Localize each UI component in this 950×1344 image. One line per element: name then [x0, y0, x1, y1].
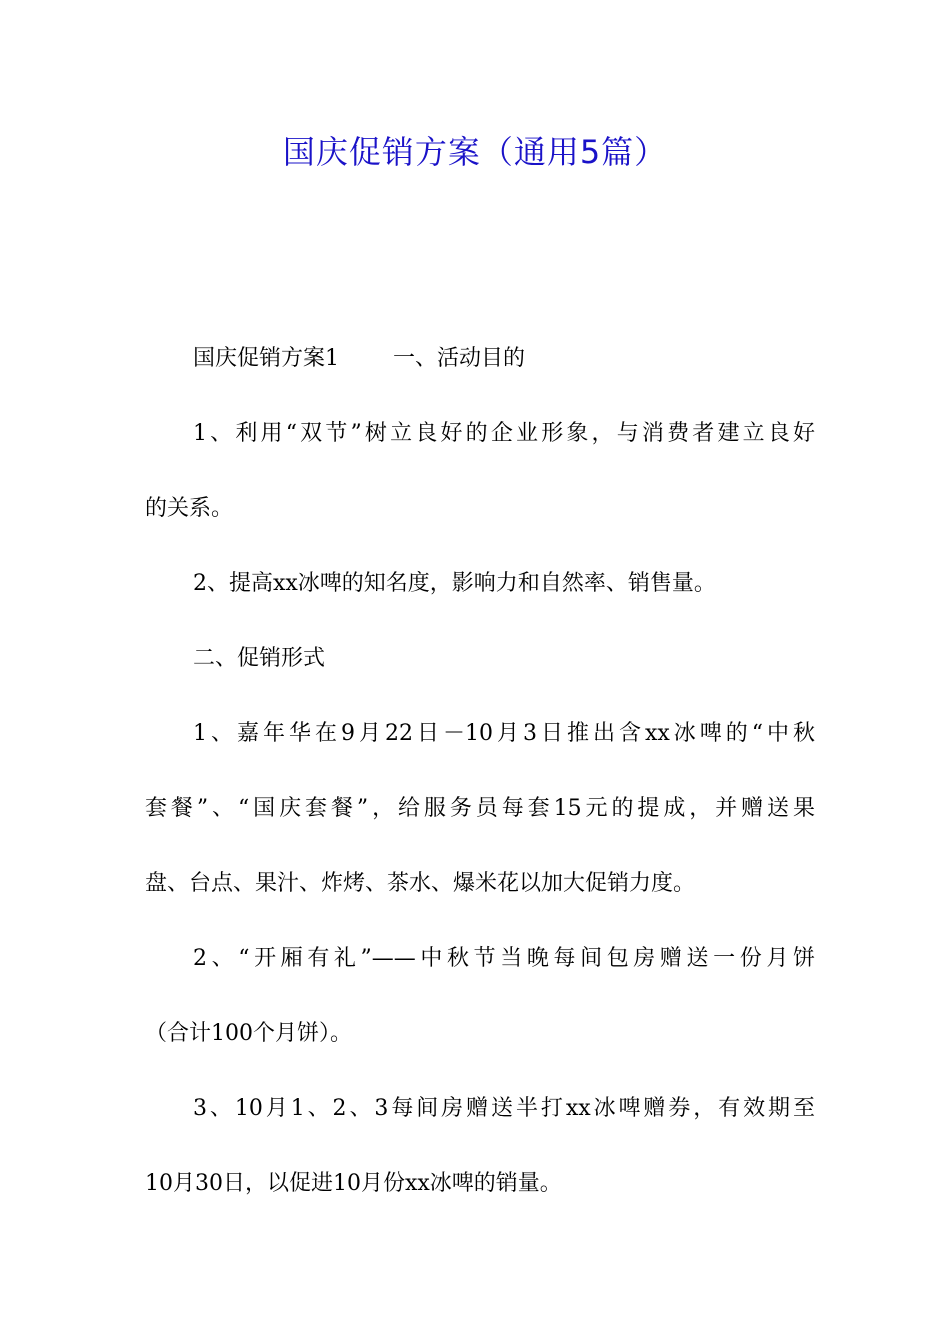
paragraph-line: 1、嘉年华在9月22日－10月3日推出含xx冰啤的“中秋: [193, 721, 815, 746]
section-prefix: 国庆促销方案1: [193, 346, 339, 371]
section-heading-text: 一、活动目的: [393, 346, 526, 371]
paragraph-line: 2、提高xx冰啤的知名度，影响力和自然率、销售量。: [193, 571, 716, 596]
paragraph-line: 3、10月1、2、3每间房赠送半打xx冰啤赠券，有效期至: [193, 1096, 815, 1121]
paragraph-line: 10月30日，以促进10月份xx冰啤的销量。: [145, 1171, 562, 1196]
section-heading: 二、促销形式: [193, 646, 326, 671]
section-heading: [193, 343, 815, 375]
document-title: 国庆促销方案（通用5篇）: [282, 133, 668, 171]
paragraph-line: （合计100个月饼）。: [145, 1021, 352, 1046]
paragraph-line: 盘、台点、果汁、炸烤、茶水、爆米花以加大促销力度。: [145, 871, 696, 896]
paragraph-line: 2、“开厢有礼”——中秋节当晚每间包房赠送一份月饼: [193, 946, 815, 971]
paragraph-line: 1、利用“双节”树立良好的企业形象，与消费者建立良好: [193, 421, 815, 446]
paragraph-line: 的关系。: [145, 496, 234, 521]
paragraph-line: 套餐”、“国庆套餐”，给服务员每套15元的提成，并赠送果: [145, 796, 815, 821]
